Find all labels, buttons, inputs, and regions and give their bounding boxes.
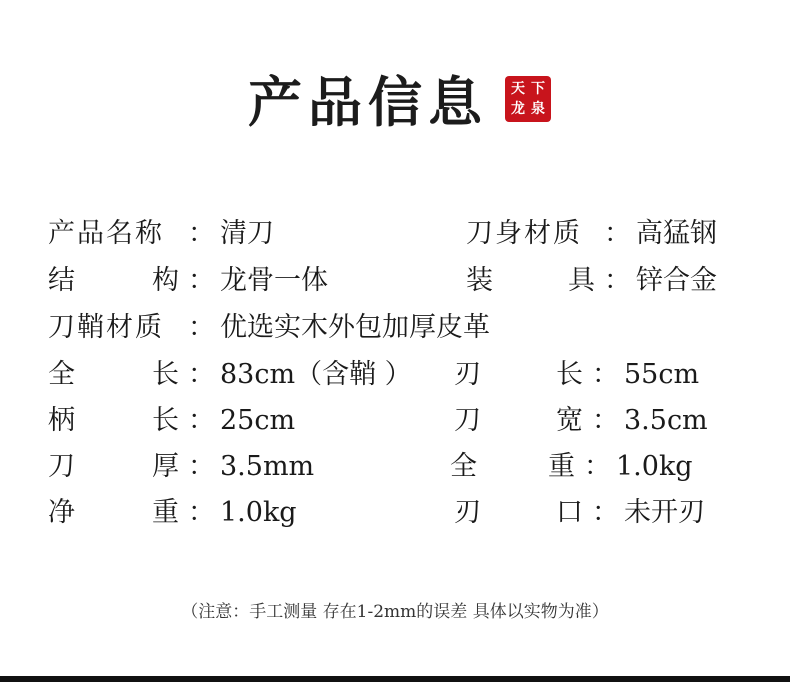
- spec-colon: ：: [188, 497, 215, 528]
- spec-colon: ：: [188, 218, 215, 249]
- spec-colon: ：: [584, 451, 611, 482]
- spec-value: 1.0kg: [616, 451, 693, 482]
- spec-colon: ：: [188, 359, 215, 390]
- spec-label: 宽: [556, 405, 583, 436]
- spec-row: [0, 445, 790, 489]
- spec-value: 55cm: [624, 359, 700, 390]
- bottom-divider: [0, 676, 790, 682]
- spec-colon: ：: [188, 405, 215, 436]
- spec-label: 具: [568, 265, 595, 296]
- spec-label: 结: [48, 265, 75, 296]
- spec-row: [0, 306, 790, 350]
- spec-value: 83cm（含鞘 ）: [220, 359, 412, 390]
- seal-char: 泉: [531, 101, 545, 117]
- spec-label: 刀: [454, 405, 481, 436]
- spec-colon: ：: [592, 359, 619, 390]
- spec-label: 刀身材质: [466, 218, 582, 249]
- seal-char: 天: [511, 81, 525, 97]
- spec-label: 重: [152, 497, 179, 528]
- spec-colon: ：: [592, 497, 619, 528]
- spec-label: 长: [556, 359, 583, 390]
- spec-label: 装: [466, 265, 493, 296]
- spec-label: 刃: [454, 497, 481, 528]
- spec-value: 1.0kg: [220, 497, 297, 528]
- spec-value: 3.5mm: [220, 451, 315, 482]
- spec-value: 高猛钢: [636, 218, 717, 249]
- spec-value: 3.5cm: [624, 405, 708, 436]
- spec-label: 厚: [152, 451, 179, 482]
- spec-row: [0, 259, 790, 303]
- spec-colon: ：: [188, 265, 215, 296]
- spec-label: 净: [48, 497, 75, 528]
- spec-value: 优选实木外包加厚皮革: [220, 312, 490, 343]
- spec-row: [0, 491, 790, 535]
- spec-label: 刀: [48, 451, 75, 482]
- spec-row: [0, 353, 790, 397]
- measurement-note: （注意：手工测量 存在1-2mm的误差 具体以实物为准）: [181, 602, 609, 622]
- spec-label: 构: [152, 265, 179, 296]
- spec-label: 刀鞘材质: [48, 312, 164, 343]
- spec-label: 全: [48, 359, 75, 390]
- spec-label: 产品名称: [48, 218, 164, 249]
- seal-char: 下: [531, 81, 545, 97]
- spec-label: 长: [152, 405, 179, 436]
- spec-label: 柄: [48, 405, 75, 436]
- spec-colon: ：: [188, 312, 215, 343]
- spec-label: 刃: [454, 359, 481, 390]
- spec-colon: ：: [188, 451, 215, 482]
- spec-value: 龙骨一体: [220, 265, 328, 296]
- spec-row: [0, 212, 790, 256]
- spec-colon: ：: [604, 265, 631, 296]
- spec-row: [0, 399, 790, 443]
- spec-value: 锌合金: [636, 265, 717, 296]
- spec-label: 口: [556, 497, 583, 528]
- spec-label: 长: [152, 359, 179, 390]
- spec-value: 清刀: [220, 218, 274, 249]
- spec-value: 未开刃: [624, 497, 705, 528]
- spec-label: 全: [450, 451, 477, 482]
- spec-colon: ：: [604, 218, 631, 249]
- seal-char: 龙: [511, 101, 525, 117]
- spec-colon: ：: [592, 405, 619, 436]
- spec-label: 重: [548, 451, 575, 482]
- page-title: 产品信息: [248, 70, 488, 134]
- spec-value: 25cm: [220, 405, 296, 436]
